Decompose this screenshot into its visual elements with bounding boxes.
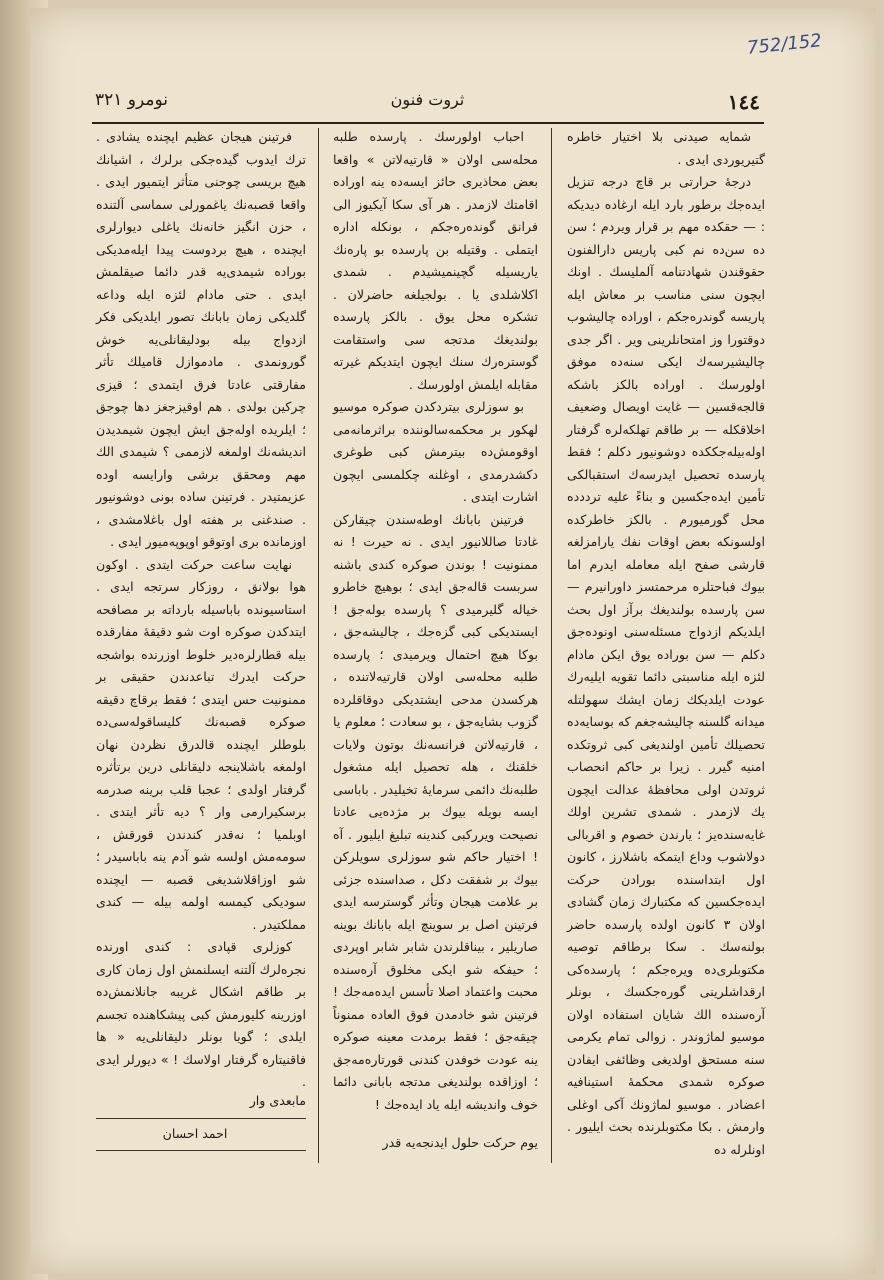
paragraph: احباب اولورسك . پارسده طلبه محله‌سی اولان « قارتیه‌لاتن » واقعا بعض محاذیری حائز ایسه‌ده ینه اوراده اقامتك لازمدر . هر آی سکا آیکیوز الی فرانق گونده‌ره‌جکم ، بونکله اداره ایتملی . وقتیله بن پارسده بو پاره‌نك یاریسیله گچینمیشیدم . شمدی اکلاشلدی یا . بولجیلغه حاضرلان . تشکره محل یوق . بالکز پارسده بولندیغك مدتجه سی واستقامت گوستره‌رك سنك ایچون ایتدیکم غیرته مقابله ایلمش اولورسك .: [333, 129, 538, 392]
continued-note: مابعدی وار: [249, 1093, 306, 1108]
paragraph: شمایه صیدنی بلا اختیار خاطره گتیریوردی ایدی .: [567, 129, 765, 167]
journal-title: ثروت فنون: [390, 90, 465, 109]
author-signature: احمد احسان: [162, 1126, 228, 1141]
paragraph: بو سوزلری بیتردکدن صوکره موسیو لهکور بر محکمه‌سالوننده براثرمانه‌می اوقومش‌ده بیترمش کبی طوغری دکشدرمدی ، اوغلنه چکلمسی ایچون اشارت ایتدی .: [333, 399, 538, 504]
text-column-right: [567, 126, 765, 1157]
paragraph: درجهٔ حرارتی بر قاچ درجه تنزیل ایده‌جك برطور بارد ایله ارغاده دیدیکه : — حقکده مهم بر قرار ویردم ؛ سن ده سن‌ده نم کبی پاریس دارالفنون حقوقندن شهادتنامه آلملیسك . اونك ایچون سنی مناسب بر معاش ایله پاریسه گوندره‌جکم ، اوراده چالیشوب دوقتورا وز امتحانلرینی ویر . اگر جدی چالیشیرسه‌ك ایکی سنه‌ده موفق اولورسك . اوراده بالکز باشکه قالجه‌قسین — غایت اویصال وضعیف اخلاقکله — بر طاقم تهلکه‌لره گرفتار اوله‌بیله‌جککده دوشونیور دکلم ؛ فقط پارسده تحصیل ایدرسه‌ك استقبالکی تأمین ایده‌جکسین و بناءً علیه ترددده محل گورمیورم . بالکز خاطرکده اولسونکه بعض اوقات نفك یارامزلغه قارشی صفح ایله معامله ایدرم اما بیوك فباحتلره مرحمتسز داورانیرم — سن پارسده بولندیغك برآز اول بحث ایلدیکم ازدواج مسئله‌سنی اونوده‌جق دکلم — سن بوراده یوق ایکن مادام لئزه ایله مناسبتی دائما تقویه ایلیه‌رك عودت ایلدیکك زمان ایشك سهولتله میدانه گلسنه چالیشه‌جغم که بوسایه‌ده تحصیلك تأمین اولندیغی کبی ثروتکده امنیه گیرر . زیرا بر حاکم انحصاب ثروتدن اولی محافظهٔ عدالت ایچون یك لازمدر . شمدی تشرین اولك غایه‌سنده‌یز ؛ یارندن خصوم و اقربالی دولاشوب وداع ایتمکه باشلارز ، کانون اول ابتداسنده بورادن حرکت ایده‌جکسین که مکتبارك زمان گشادی اولان ۳ کانون اولده پارسده حاضر بولنه‌سك . سکا برطاقم توصیه مکتوبلری‌ده ویره‌جکم ؛ پارسده‌کی ارقداشلرینی گوره‌جکسك ، بونلر آره‌سنده الك شایان استفاده اولان موسیو لماژوندر . زوالی تمام یکرمی سنه مستحق اولدیغی وظائفی ایفادن صوکره شمدی محکمهٔ استینافیه اعضادر . موسیو لماژونك آکی اوغلی وارمش . بکا مکتوبلرنده بحث ایلیور . اونلرله ده: [567, 174, 765, 1157]
text-column-left: [96, 126, 306, 1089]
footer-rule: [96, 1118, 306, 1119]
archive-handwritten-mark: 752/152: [746, 30, 823, 59]
paragraph: فرتینن هیجان عظیم ایچنده یشادی . ترك ایدوب گیده‌جکی برلرك ، اشیانك هیچ بریسی چوجنی متأثر ایتمیور ایدی . واقعا قصبه‌نك یاغمورلی سماسی آلتنده ، حزن انگیز خانه‌نك یاغلی دیوارلری ایچنده ، هیچ بردوست پیدا ایله‌مدیکی بوراده شیمدی‌یه قدر دائما صیقلمش ایدی . حتی مادام لئزه ایله وداعه گلدیکی زمان بابانك تصور ایلدیکی فکر ازدواج بیله بودلیقانلی‌یه خوش گورونمدی . مادموازل قامیلك تأثر مفارقتی عادتا فرق ایتمدی ؛ قیزی چرکین بولدی . هم اوقیزجغز دها چوجق ؛ ایلریده اوله‌جق ایش ایچون شیمدیدن اندیشه‌نك اولمغه لازممی ؟ شیمدی الك مهم ومحقق برشی وارایسه اوده عزیمتیدر . فرتینن ساده بونی دوشونیور . صندغنی بر هفته اول باغلامشدی ، اوزمانده بری اوتوقو اوپوپه‌میور ایدی .: [96, 129, 306, 549]
middle-column-tail: یوم حرکت حلول ایدنجه‌یه قدر: [382, 1135, 538, 1150]
signature-rule: [96, 1150, 306, 1151]
paragraph: فرتینن بابانك اوطه‌سندن چیقارکن غادتا صاللانیور ایدی . نه حیرت ! نه ممنونیت ! بوندن صوکره کندی باشنه سربست قاله‌جق ایدی ؛ بوهیچ خاطرو خیاله گلیرمیدی ؟ پارسده بوله‌جق ! ایستدیکی کبی گزه‌جك ، چالیشه‌جق ، بوکا هیچ احتمال ویرمیدی ؛ پارسده طلبه محله‌سی اولان قارتیه‌لاتنده ، هرکسدن مدحی ایشتدیکی دوقاقلرده گزوب بشایه‌جق ، بو سعادت ؛ معلوم یا ، قارتیه‌لاتن فرانسه‌نك بوتون ولایات خلقنك ، هله تحصیل ایله مشغول طلبه‌نك دائمی سرمایهٔ تخیلیدر . باباسی ایسه بویله بیوك بر مژده‌یی عادتا نصیحت ویررکبی کندینه تبلیغ ایلیور . آه ! اختیار حاکم شو سوزلری سویلرکن بیوك بر شفقت دکل ، صداسنده جزئی بر علامت هیجان وتأثر گوسترسه ایدی فرتینن اصل بر سوینچ ایله بابانك بوینه صاریلیر ، بیناقلرندن شابر شابر اوپردی ؛ حیفکه شو ایکی مخلوق آره‌سنده محبت واعتماد اصلا تأسس ایده‌مه‌جك ! فرتینن شو خادمدن فوق العاده ممنوناً چیقه‌جق ؛ فقط برمدت معینه صوکره ینه عودت خوفدن کندنی قورتاره‌مه‌جق ؛ اوزاقده بولندیغی مدتجه بابانی دائما خوف واندیشه ایله یاد ایده‌جك !: [333, 511, 538, 1112]
column-separator: [551, 128, 552, 1163]
header-rule: [92, 122, 764, 124]
column-separator: [318, 128, 319, 1163]
paragraph: نهایت ساعت حرکت ایتدی . اوکون هوا بولانق ، روزکار سرتجه ایدی . استاسیونده باباسیله بارداته بر مصافحه ایتدکدن صوکره اوت شو دقیقهٔ مفارقده بیله قطارلره‌دیر خلوط اوزرنده بواشجه حرکت ایدرك تباعدندن حقیقی بر ممنونیت حس ایتدی ؛ فقط برقاچ دقیقه صوکره قصبه‌نك کلیساقوله‌سی‌ده بلوطلر ایچنده قالدرق نظردن نهان اولمغه باشلاینجه دلیقانلی درین برتأثره گرفتار اولدی ؛ عجبا قلب برینه صدرمه برسکیرارمی وار ؟ دیه تأثر ایتدی . اوبلمیا ؛ نه‌قدر کندندن قورقش ، سومه‌مش اولسه شو آدم ینه باباسیدر ؛ شو اوزاقلاشدیغی قصبه — ایچنده سودیکی کیمسه اولمه بیله — کندی مملکتیدر .: [96, 556, 306, 932]
paragraph: کوزلری قپادی : کندی اورنده نجره‌لرك آلتنه ایسلنمش اول زمان کاری بر طاقم اشکال غریبه جانلانمش‌ده اوزرینه کلیورمش کبی پیشکاهنده تجسم ایلدی ؛ گویا بونلر دلیقانلی‌یه « ها فاقنیتاره گرفتار اولاسك ! » دیورلر ایدی .: [96, 939, 306, 1089]
issue-number: نومرو ٣٢١: [95, 90, 169, 110]
text-column-middle: [333, 126, 538, 1112]
page-number: ١٤٤: [727, 90, 760, 114]
running-header: [95, 90, 760, 118]
